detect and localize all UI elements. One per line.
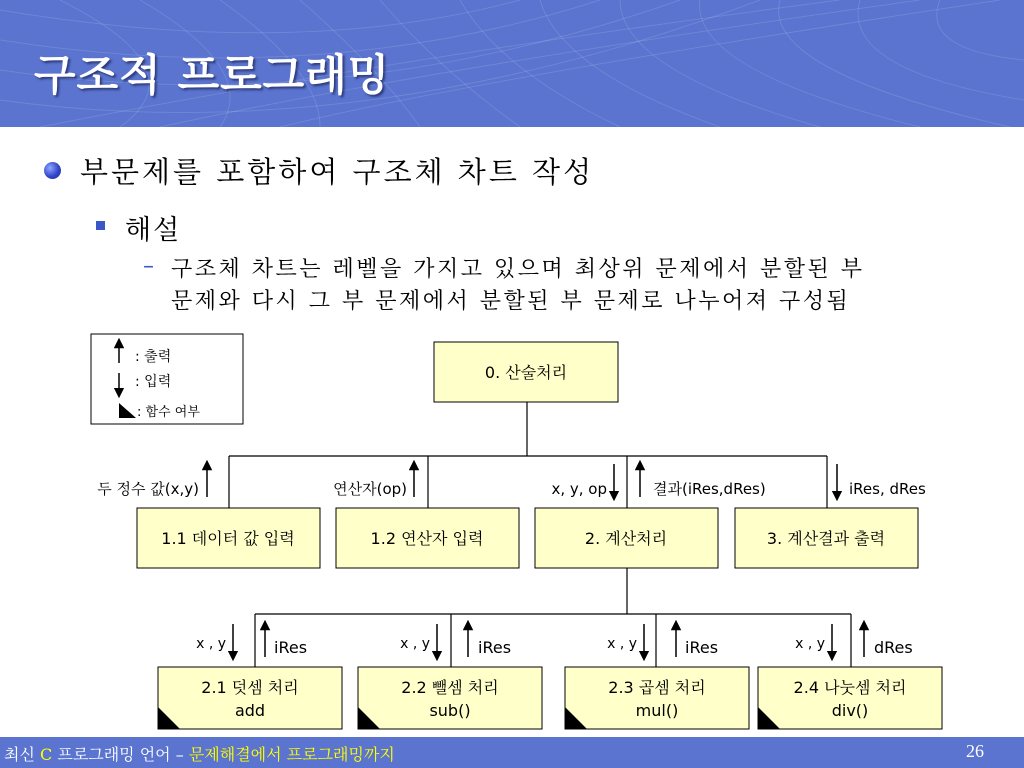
- flow-out-label-2-3: iRes: [685, 638, 719, 657]
- box-root-label: 0. 산술처리: [484, 363, 568, 382]
- flow-label-1-1: 두 정수 값(x,y): [97, 480, 199, 498]
- description-dash: –: [143, 254, 154, 279]
- flow-out-label-2: 결과(iRes,dRes): [653, 480, 766, 498]
- flow-in-label-2-3: x , y: [607, 636, 637, 652]
- box-2-2-func: sub(): [429, 701, 471, 720]
- description-line-2: 문제와 다시 그 부 문제에서 분할된 부 문제로 나누어져 구성됨: [171, 289, 851, 314]
- legend-output-label: : 출력: [135, 349, 172, 365]
- legend-input-label: : 입력: [135, 374, 172, 390]
- box-3-label: 3. 계산결과 출력: [766, 529, 886, 548]
- footer-book-title: [4, 742, 395, 765]
- box-2-3-func: mul(): [635, 701, 679, 720]
- flow-label-1-2: 연산자(op): [333, 480, 407, 498]
- box-1-1-label: 1.1 데이터 값 입력: [161, 529, 295, 548]
- box-2-1-func: add: [234, 701, 266, 720]
- footer-c-letter: C: [40, 745, 53, 764]
- footer-mid: 프로그래밍 언어 –: [57, 745, 184, 764]
- bullet-main-text: 부문제를 포함하여 구조체 차트 작성: [80, 155, 595, 189]
- flow-out-label-2-4: dRes: [874, 638, 913, 657]
- box-2-4-func: div(): [831, 701, 869, 720]
- box-2-4-label: 2.4 나눗셈 처리: [793, 678, 907, 697]
- box-2-label: 2. 계산처리: [584, 529, 668, 548]
- slide-footer: [0, 737, 1024, 768]
- legend-func-label: : 함수 여부: [137, 405, 200, 420]
- legend: [91, 334, 243, 424]
- flow-label-3: iRes, dRes: [849, 480, 926, 498]
- slide-title: 구조적 프로그래밍: [34, 51, 391, 101]
- flow-in-label-2: x, y, op: [551, 480, 607, 498]
- footer-subtitle: 문제해결에서 프로그래밍까지: [188, 745, 395, 764]
- flow-out-label-2-1: iRes: [274, 638, 308, 657]
- box-2-1-label: 2.1 덧셈 처리: [201, 678, 299, 697]
- description-line-1: 구조체 차트는 레벨을 가지고 있으며 최상위 문제에서 분할된 부: [171, 257, 865, 282]
- box-1-2-label: 1.2 연산자 입력: [370, 529, 484, 548]
- bullet-sub-text: 해설: [125, 215, 182, 246]
- flow-in-label-2-1: x , y: [196, 636, 226, 652]
- flow-in-label-2-2: x , y: [400, 636, 430, 652]
- flow-in-label-2-4: x , y: [795, 636, 825, 652]
- box-2-2-label: 2.2 뺄셈 처리: [401, 678, 499, 697]
- page-number: 26: [966, 741, 984, 761]
- flow-out-label-2-2: iRes: [478, 638, 512, 657]
- footer-prefix: 최신: [4, 745, 35, 764]
- box-2-3-label: 2.3 곱셈 처리: [608, 678, 706, 697]
